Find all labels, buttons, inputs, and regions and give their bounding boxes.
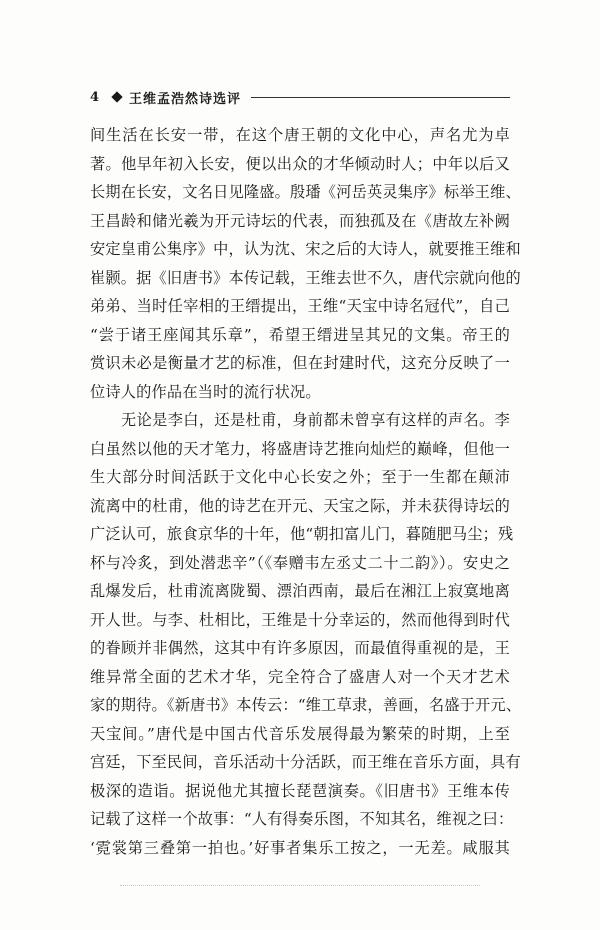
- diamond-icon: [111, 91, 122, 102]
- text-line: 家的期待。《新唐书》本传云：“维工草隶，善画，名盛于开元、: [90, 696, 522, 714]
- text-line: 著。他早年初入长安，便以出众的才华倾动时人；中年以后又: [90, 154, 510, 173]
- text-line: 乱爆发后，杜甫流离陇蜀、漂泊西南，最后在湘江上寂寞地离: [90, 582, 510, 600]
- text-line: 杯与冷炙，到处潜悲辛”（《奉赠韦左丞丈二十二韵》）。安史之: [90, 553, 510, 572]
- text-line: 间生活在长安一带，在这个唐王朝的文化中心，声名尤为卓: [90, 126, 510, 144]
- text-line: 王昌龄和储光羲为开元诗坛的代表，而独孤及在《唐故左补阙: [90, 211, 510, 230]
- text-line: 维异常全面的艺术才华，完全符合了盛唐人对一个天才艺术: [90, 667, 510, 686]
- running-header: [90, 87, 510, 107]
- text-line: 白虽然以他的天才笔力，将盛唐诗艺推向灿烂的巅峰，但他一: [90, 439, 510, 458]
- text-line: 弟弟、当时任宰相的王缙提出，王维“天宝中诗名冠代”，自己: [90, 297, 510, 315]
- text-line: ‘霓裳第三叠第一拍也。’好事者集乐工按之，一无差。咸服其: [90, 838, 510, 857]
- text-line: 宫廷，下至民间，音乐活动十分活跃，而王维在音乐方面，具有: [90, 753, 521, 771]
- text-line: 崔颢。据《旧唐书》本传记载，王维去世不久，唐代宗就向他的: [90, 268, 521, 287]
- scan-artifact-line: [120, 885, 480, 886]
- text-line: 长期在长安，文名日见隆盛。殷璠《河岳英灵集序》标举王维、: [90, 183, 521, 201]
- text-line: 赏识未必是衡量才艺的标准，但在封建时代，这充分反映了一: [90, 354, 510, 372]
- body-text: [90, 121, 522, 862]
- text-line: 记载了这样一个故事：“人有得奏乐图，不知其名，维视之曰：: [90, 810, 514, 828]
- text-line: 流离中的杜甫，他的诗艺在开元、天宝之际，并未获得诗坛的: [90, 496, 510, 515]
- text-line: 位诗人的作品在当时的流行状况。: [90, 382, 321, 401]
- text-line: 开人世。与李、杜相比，王维是十分幸运的，然而他得到时代: [90, 610, 510, 629]
- book-title: 王维孟浩然诗选评: [129, 91, 242, 107]
- text-line: “尝于诸王座闻其乐章”，希望王缙进呈其兄的文集。帝王的: [90, 325, 510, 344]
- text-line: 安定皇甫公集序》中，认为沈、宋之后的大诗人，就要推王维和: [90, 240, 521, 258]
- page-number: 4: [90, 89, 100, 105]
- text-line: 极深的造诣。据说他尤其擅长琵琶演奏。《旧唐书》王维本传: [90, 781, 510, 800]
- header-rule: [251, 97, 510, 98]
- text-line: 无论是李白，还是杜甫，身前都未曾享有这样的声名。李: [121, 411, 510, 429]
- text-line: 的眷顾并非偶然，这其中有许多原因，而最值得重视的是，王: [90, 639, 510, 657]
- text-line: 天宝间。”唐代是中国古代音乐发展得最为繁荣的时期，上至: [90, 724, 510, 743]
- text-line: 生大部分时间活跃于文化中心长安之外；至于一生都在颠沛: [90, 468, 510, 486]
- text-line: 广泛认可，旅食京华的十年，他“朝扣富儿门，暮随肥马尘；残: [90, 525, 514, 543]
